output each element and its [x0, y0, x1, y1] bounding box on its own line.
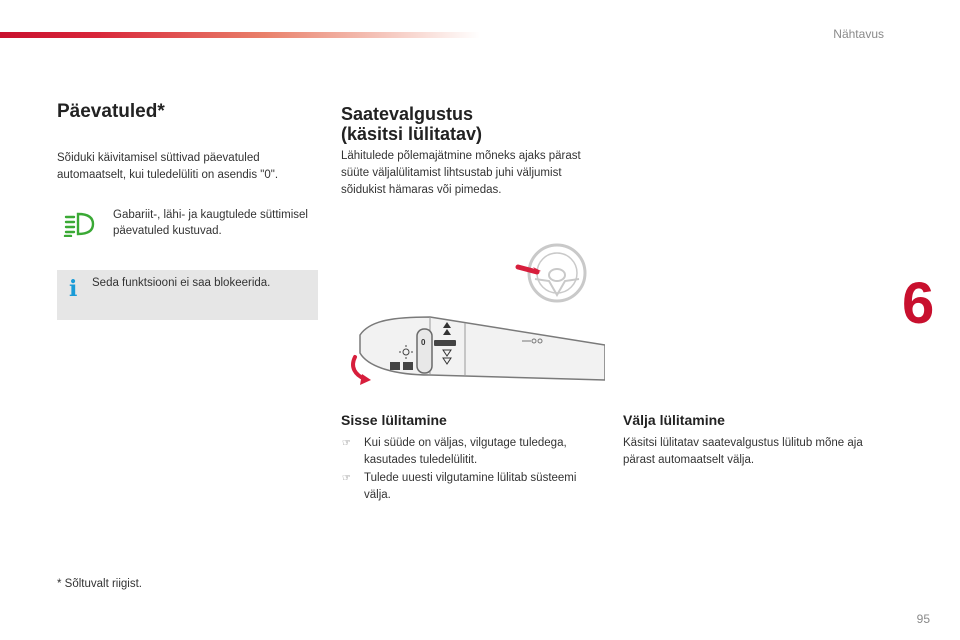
hand-pointer-icon: ☞: [342, 473, 351, 484]
switch-off-title: Välja lülitamine: [623, 412, 725, 428]
step-text: Kui süüde on väljas, vilgutage tuledega, kasutades tuledelülitit.: [364, 437, 567, 466]
list-item: [341, 470, 606, 504]
list-item: [341, 435, 606, 469]
daytime-running-lamp-icon: [62, 211, 100, 237]
info-icon: i: [69, 276, 78, 302]
hand-pointer-icon: ☞: [342, 438, 351, 449]
light-stalk-illustration: [335, 235, 605, 395]
guide-lights-title-line2: (käsitsi lülitatav): [341, 124, 483, 144]
lamp-note: Gabariit-, lähi- ja kaugtulede süttimisel päevatuled kustuvad.: [113, 209, 308, 237]
guide-lights-title: [341, 104, 482, 144]
stalk-body: [360, 317, 605, 380]
switch-on-steps: [341, 435, 606, 505]
stalk-position-zero: 0: [421, 338, 426, 347]
info-text: Seda funktsiooni ei saa blokeerida.: [92, 277, 271, 289]
guide-lights-intro: Lähitulede põlemajätmine mõneks ajaks pärast süüte väljalülitamist lihtsustab juhi väljumist sõidukist hämaras või pimedas.: [341, 150, 581, 196]
section-name: Nähtavus: [833, 27, 884, 41]
daytime-lights-intro: Sõiduki käivitamisel süttivad päevatuled automaatselt, kui tuledelüliti on asendis "0".: [57, 152, 279, 181]
header-accent-bar: [0, 32, 480, 38]
chapter-number: 6: [902, 271, 935, 336]
footnote: * Sõltuvalt riigist.: [57, 578, 143, 590]
switch-off-text: Käsitsi lülitatav saatevalgustus lülitub mõne aja pärast automaatselt välja.: [623, 437, 863, 466]
guide-lights-title-line1: Saatevalgustus: [341, 104, 474, 124]
step-text: Tulede uuesti vilgutamine lülitab süsteemi välja.: [364, 472, 577, 501]
daytime-lights-title: Päevatuled*: [57, 101, 165, 122]
page-number: 95: [916, 612, 930, 626]
switch-on-title: Sisse lülitamine: [341, 412, 447, 428]
info-box: [57, 270, 318, 320]
